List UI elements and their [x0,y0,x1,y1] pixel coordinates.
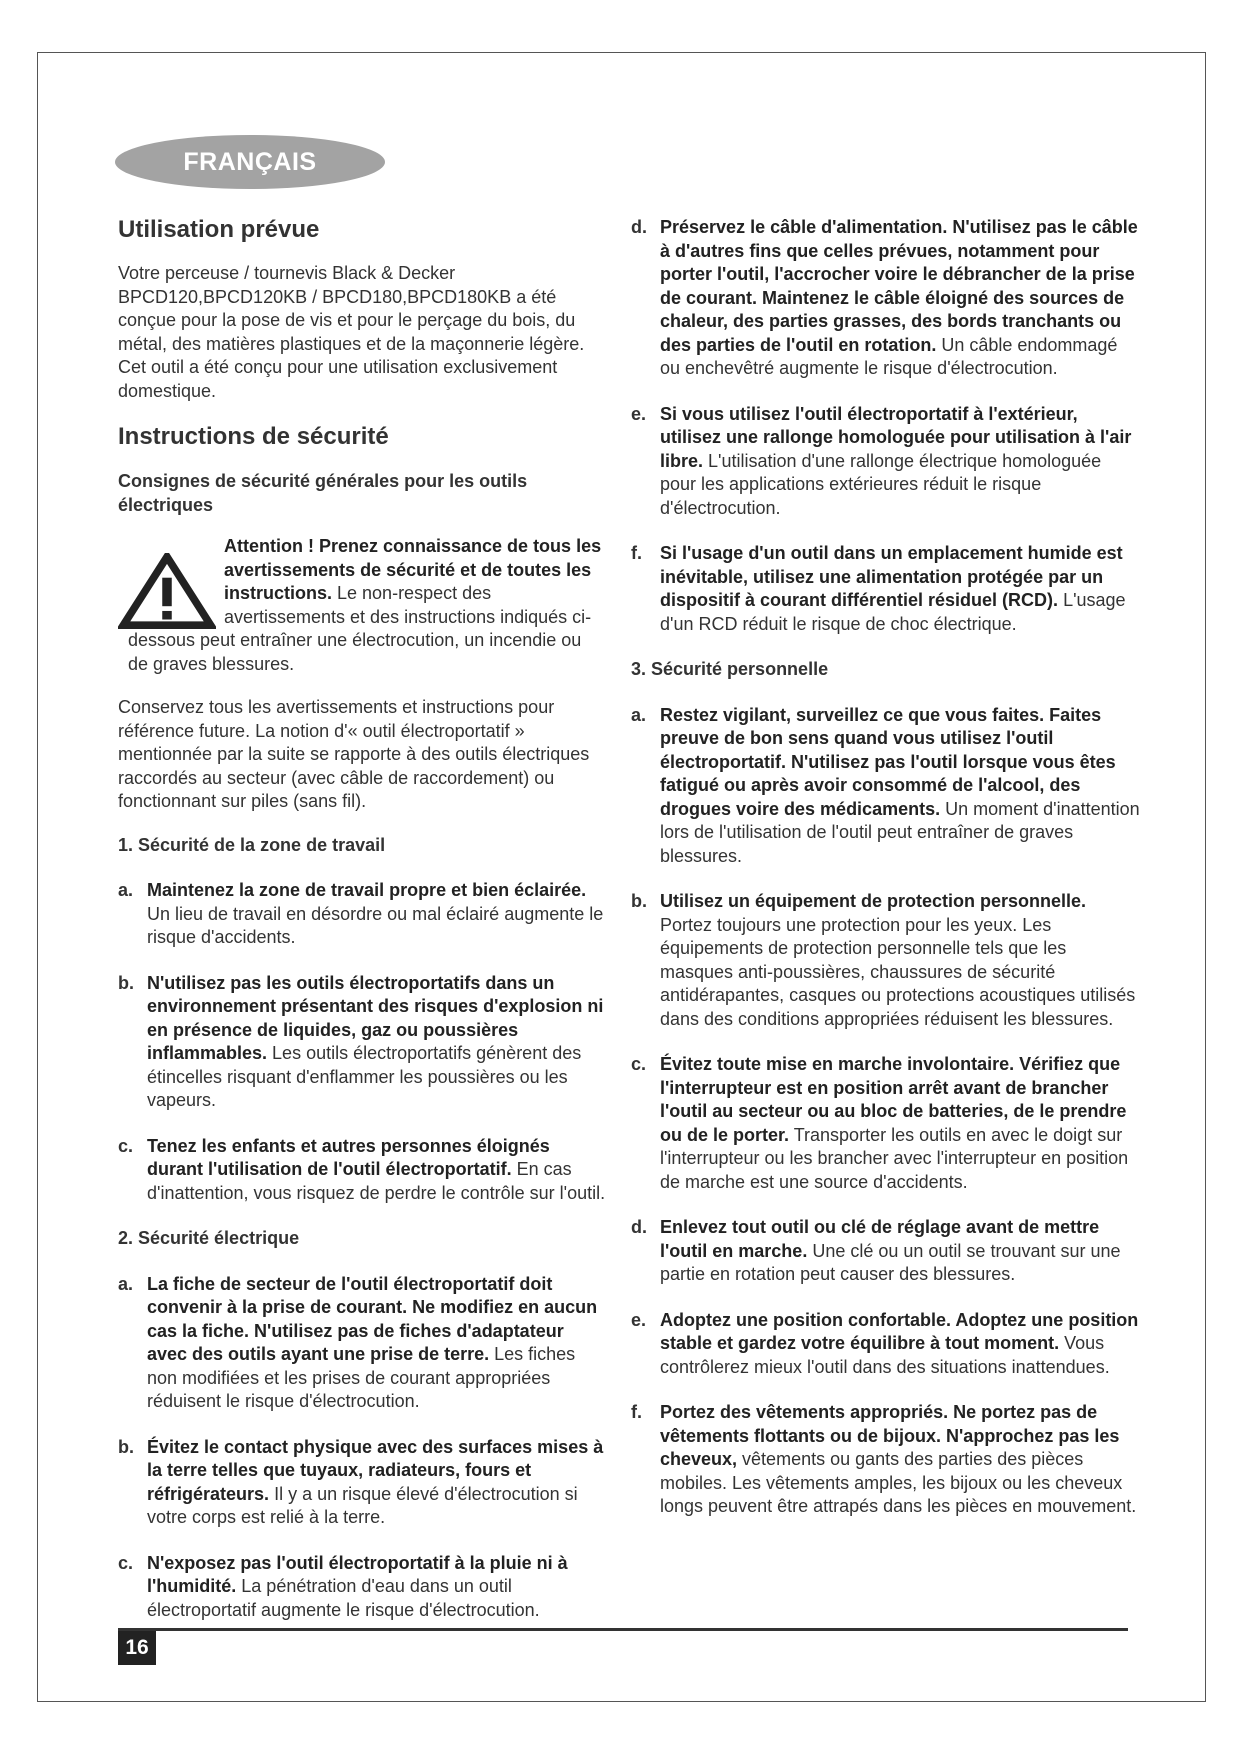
list-item: b. Utilisez un équipement de protection personnelle. Portez toujours une protection pour les yeux. Les équipements de protection personnelle tels que les masques anti-poussières, chaussures de sécurité antidérapantes, casques ou protections acoustiques utilisés dans des conditions appropriées réduisent les blessures. [631,891,1136,1029]
right-column [631,216,1141,1541]
intended-use-heading: Utilisation prévue [118,216,320,243]
list-item: f. Portez des vêtements appropriés. Ne portez pas de vêtements flottants ou de bijoux. N'approchez pas les cheveux, vêtements ou gants des parties des pièces mobiles. Les vêtements amples, les bijoux ou les cheveux longs peuvent être attrapés dans les pièces en mouvement. [631,1402,1137,1516]
list-item: d. Préservez le câble d'alimentation. N'utilisez pas le câble à d'autres fins que celles prévues, notamment pour porter l'outil, l'accrocher voire le débrancher de la prise de courant. Maintenez le câble éloigné des sources de chaleur, des parties grasses, des bords tranchants ou des parties de l'outil en rotation. Un câble endommagé ou enchevêtré augmente le risque d'électrocution. [631,217,1138,378]
list-item: a. La fiche de secteur de l'outil électroportatif doit convenir à la prise de courant. Ne modifiez en aucun cas la fiche. N'utilisez pas de fiches d'adaptateur avec des outils ayant une prise de terre. Les fiches non modifiées et les prises de courant appropriées réduisent le risque d'électrocution. [118,1273,598,1411]
list-item: b. Évitez le contact physique avec des surfaces mises à la terre telles que tuyaux, radiateurs, fours et réfrigérateurs. Il y a un risque élevé d'électrocution si votre corps est relié à la terre. [118,1436,604,1527]
warning-triangle-icon [118,553,216,629]
work-area-heading: 1. Sécurité de la zone de travail [118,834,386,855]
list-item: e. Si vous utilisez l'outil électroportatif à l'extérieur, utilisez une rallonge homologuée pour utilisation à l'air libre. L'utilisation d'une rallonge électrique homologuée pour les applications extérieures réduit le risque d'électrocution. [631,403,1132,518]
list-item: c. Évitez toute mise en marche involontaire. Vérifiez que l'interrupteur est en position arrêt avant de brancher l'outil au secteur ou au bloc de batteries, de le prendre ou de le porter. Transporter les outils en avec le doigt sur l'interrupteur ou les brancher avec l'interrupteur en position de marche est une source d'accidents. [631,1054,1129,1192]
keep-instructions-text: Conservez tous les avertissements et instructions pour référence future. La notion d'« outil électroportatif » mentionnée par la suite se rapporte à des outils électriques raccordés au secteur (avec câble de raccordement) ou fonctionnant sur piles (sans fil). [118,697,590,811]
list-item: a. Maintenez la zone de travail propre et bien éclairée. Un lieu de travail en désordre ou mal éclairé augmente le risque d'accidents. [118,880,604,947]
left-column [118,216,606,1644]
warning-block [118,535,606,676]
list-item: a. Restez vigilant, surveillez ce que vous faites. Faites preuve de bon sens quand vous utilisez l'outil électroportatif. N'utilisez pas l'outil lorsque vous êtes fatigué ou après avoir consommé de l'alcool, des drogues voire des médicaments. Un moment d'inattention lors de l'utilisation de l'outil peut entraîner de graves blessures. [631,704,1140,866]
list-item: f. Si l'usage d'un outil dans un emplacement humide est inévitable, utilisez une alimentation protégée par un dispositif à courant différentiel résiduel (RCD). L'usage d'un RCD réduit le risque de choc électrique. [631,543,1126,634]
list-item: d. Enlevez tout outil ou clé de réglage avant de mettre l'outil en marche. Une clé ou un outil se trouvant sur une partie en rotation peut causer des blessures. [631,1217,1121,1284]
safety-heading: Instructions de sécurité [118,423,389,450]
list-item: c. Tenez les enfants et autres personnes éloignés durant l'utilisation de l'outil électroportatif. En cas d'inattention, vous risquez de perdre le contrôle sur l'outil. [118,1135,606,1203]
list-item: b. N'utilisez pas les outils électroportatifs dans un environnement présentant des risques d'explosion ni en présence de liquides, gaz ou poussières inflammables. Les outils électroportatifs génèrent des étincelles risquant d'enflammer les poussières ou les vapeurs. [118,972,604,1110]
personal-safety-heading: 3. Sécurité personnelle [631,659,829,679]
language-badge: FRANÇAIS [115,135,385,189]
page-number: 16 [118,1631,156,1665]
list-item: e. Adoptez une position confortable. Adoptez une position stable et gardez votre équilibre à tout moment. Vous contrôlerez mieux l'outil dans des situations inattendues. [631,1309,1139,1377]
intended-use-text: Votre perceuse / tournevis Black & Decker BPCD120,BPCD120KB / BPCD180,BPCD180KB a été conçue pour la pose de vis et pour le perçage du bois, du métal, des matières plastiques et de la maçonnerie légère. Cet outil a été conçu pour une utilisation exclusivement domestique. [118,263,585,401]
electrical-heading: 2. Sécurité électrique [118,1228,300,1248]
list-item: c. N'exposez pas l'outil électroportatif à la pluie ni à l'humidité. La pénétration d'eau dans un outil électroportatif augmente le risque d'électrocution. [118,1552,568,1620]
warning-bold: Attention ! Prenez connaissance de tous les avertissements de sécurité et de toutes les instructions. [224,536,602,603]
footer-rule [118,1628,1128,1631]
safety-subheading: Consignes de sécurité générales pour les outils électriques [118,471,528,515]
warning-body: Le non-respect des avertissements et des instructions indiqués ci-dessous peut entraîner une électrocution, un incendie ou de graves blessures. [128,583,592,674]
